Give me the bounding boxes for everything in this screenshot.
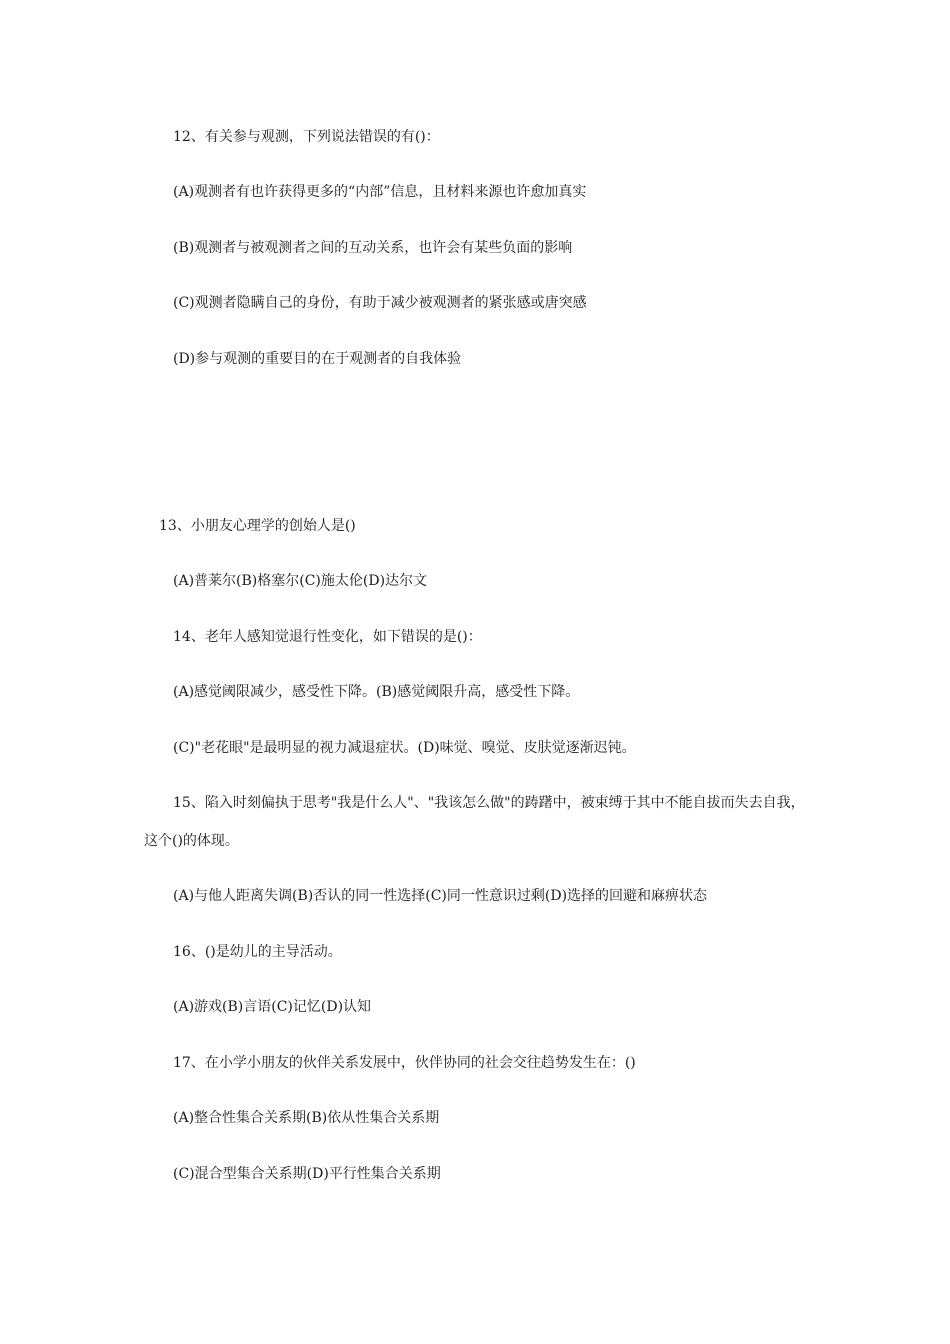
question-14-stem: 14、老年人感知觉退行性变化，如下错误的是()： (173, 629, 482, 645)
question-12-option-c: (C)观测者隐瞒自己的身份，有助于减少被观测者的紧张感或唐突感 (173, 295, 587, 311)
question-12-stem: 12、有关参与观测，下列说法错误的有()： (173, 129, 440, 145)
question-13-stem: 13、小朋友心理学的创始人是() (159, 518, 356, 534)
question-17-stem: 17、在小学小朋友的伙伴关系发展中，伙伴协同的社会交往趋势发生在：() (173, 1055, 636, 1071)
question-15-options: (A)与他人距离失调(B)否认的同一性选择(C)同一性意识过剩(D)选择的回避和麻痹状态 (173, 888, 708, 904)
question-15-stem: 15、陷入时刻偏执于思考"我是什么人"、"我该怎么做"的踌躇中，被束缚于其中不能自拔而失去自我， (173, 795, 805, 811)
question-15-stem-continued: 这个()的体现。 (144, 833, 239, 849)
question-16-stem: 16、()是幼儿的主导活动。 (173, 944, 342, 960)
question-12-option-d: (D)参与观测的重要目的在于观测者的自我体验 (173, 351, 462, 367)
question-16-options: (A)游戏(B)言语(C)记忆(D)认知 (173, 999, 372, 1015)
question-12-option-b: (B)观测者与被观测者之间的互动关系，也许会有某些负面的影响 (173, 240, 573, 256)
question-14-options-ab: (A)感觉阈限减少，感受性下降。(B)感觉阈限升高，感受性下降。 (173, 684, 580, 700)
question-17-options-cd: (C)混合型集合关系期(D)平行性集合关系期 (173, 1166, 441, 1182)
question-14-options-cd: (C)"老花眼"是最明显的视力减退症状。(D)味觉、嗅觉、皮肤觉逐渐迟钝。 (173, 740, 636, 756)
question-17-options-ab: (A)整合性集合关系期(B)依从性集合关系期 (173, 1110, 440, 1126)
question-12-option-a: (A)观测者有也许获得更多的“内部”信息，且材料来源也许愈加真实 (173, 184, 587, 200)
question-13-options: (A)普莱尔(B)格塞尔(C)施太伦(D)达尔文 (173, 573, 428, 589)
